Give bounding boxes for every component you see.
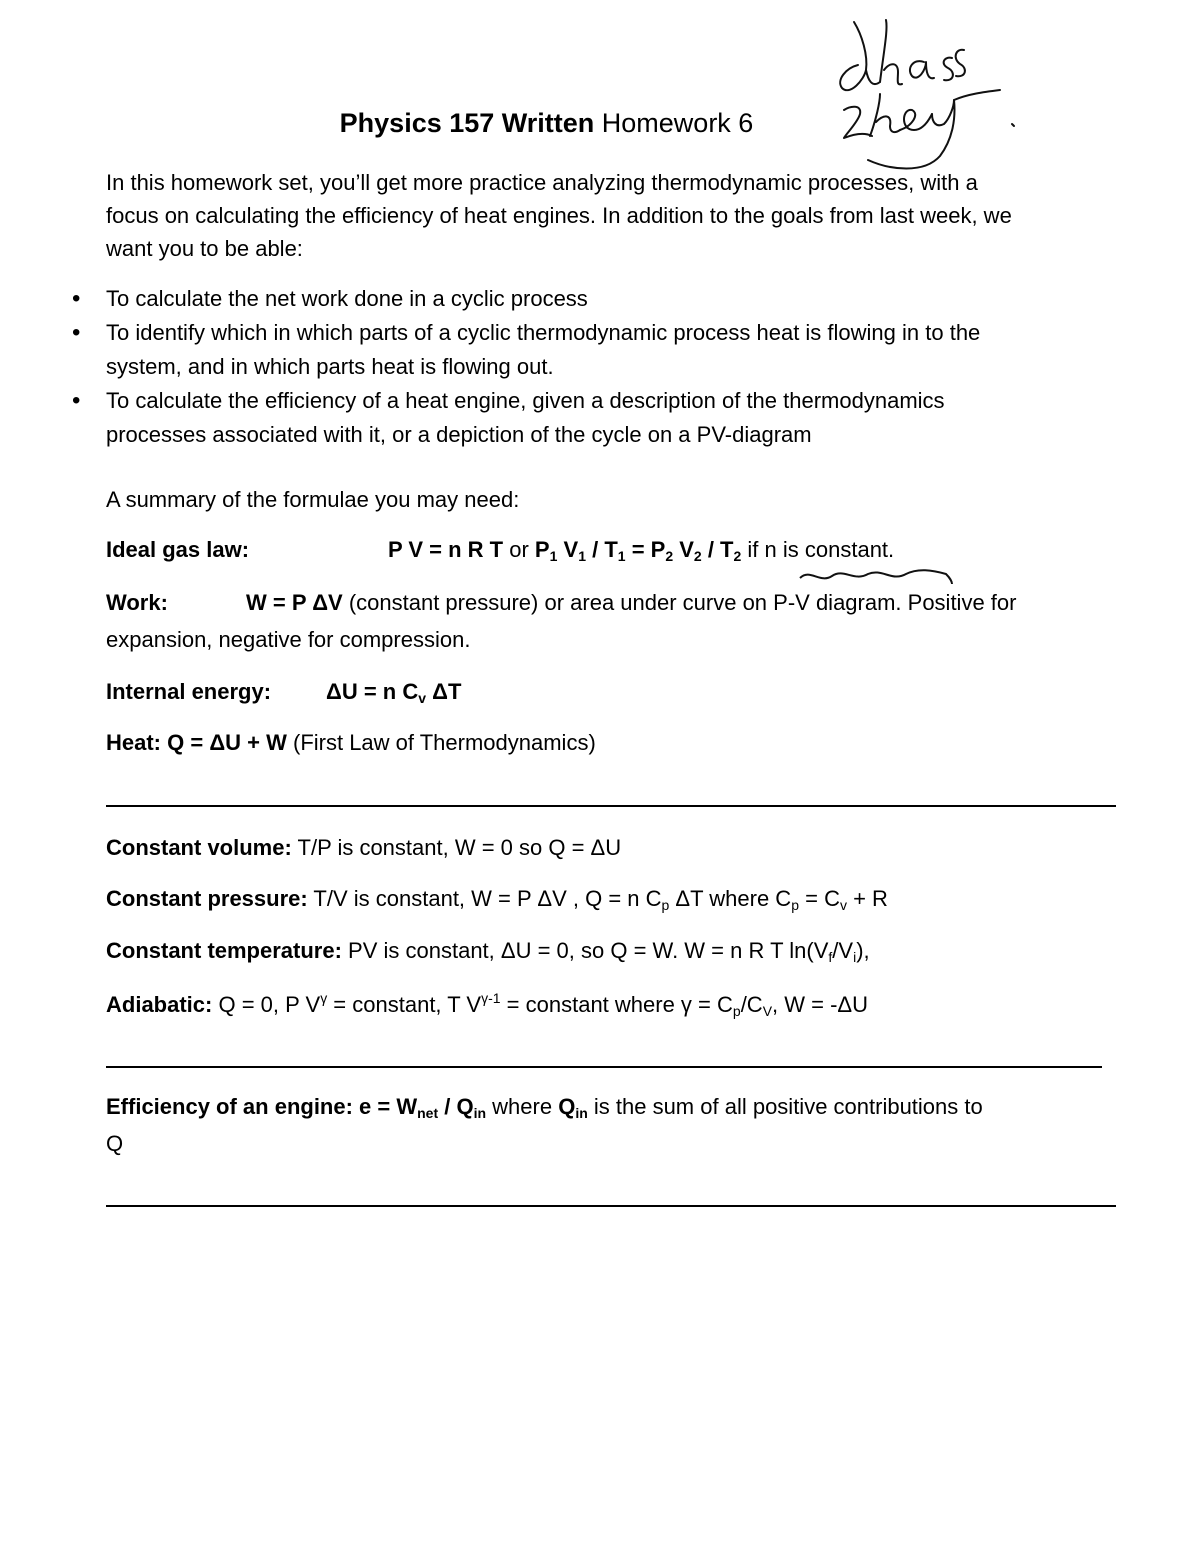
summary-intro: A summary of the formulae you may need:	[106, 487, 520, 512]
divider	[106, 1066, 1102, 1068]
intro-line: focus on calculating the efficiency of heat engines. In addition to the goals from last week, we	[106, 203, 1012, 228]
constant-pressure-formula: Constant pressure: T/V is constant, W = P ΔV , Q = n $C_p$ ΔT where $C_p = C_v + R$	[106, 886, 888, 913]
title-rest: Homework 6	[594, 108, 754, 138]
goals-list	[106, 282, 980, 452]
goal-item: • To calculate the efficiency of a heat engine, given a description of the thermodynamics processes associated with it, or a depiction of the cycle on a PV-diagram	[106, 384, 980, 452]
efficiency-formula: Efficiency of an engine: $e = W_{net} / Q_{in}$ where $Q_{in}$ is the sum of all positive contributions to	[106, 1094, 983, 1121]
goal-item: • To calculate the net work done in a cyclic process	[106, 282, 980, 316]
handwritten-signature	[828, 10, 1018, 180]
internal-energy-label: Internal energy:	[106, 679, 272, 704]
ideal-gas-law-equation: P V = n R T or $P_1$ $V_1 / T_1 = P_2$ $V_2 / T_2$ if n is constant.	[388, 537, 895, 564]
divider	[106, 1205, 1116, 1207]
heat-formula: Heat: Q = ΔU + W (First Law of Thermodynamics)	[106, 730, 596, 755]
intro-paragraph	[106, 166, 1012, 265]
work-label: Work:	[106, 590, 168, 615]
ideal-gas-law-label: Ideal gas law:	[106, 537, 250, 562]
internal-energy-equation: ΔU = n $C_v$ ΔT	[326, 679, 462, 706]
goal-item: • To identify which in which parts of a cyclic thermodynamic process heat is flowing in to the system, and in which parts heat is flowing out.	[106, 316, 980, 384]
intro-line: In this homework set, you’ll get more practice analyzing thermodynamic processes, with a	[106, 170, 978, 195]
page-title	[0, 108, 1093, 139]
constant-volume-formula: Constant volume: T/P is constant, W = 0 so Q = ΔU	[106, 835, 622, 860]
efficiency-continuation: Q	[106, 1131, 124, 1156]
constant-temperature-formula: Constant temperature: PV is constant, ΔU = 0, so Q = W. W = n R T $\ln(V_f/V_i)$,	[106, 938, 870, 965]
intro-line: want you to be able:	[106, 236, 303, 261]
title-bold: Physics 157 Written	[339, 108, 595, 138]
work-equation: W = P ΔV (constant pressure) or area under curve on P-V diagram. Positive for	[246, 590, 1017, 615]
handwritten-underline	[796, 564, 958, 592]
adiabatic-formula: Adiabatic: Q = 0, P $V^\gamma$ = constant, T $V^{\gamma-1}$ = constant where $\gamma = C_p/C_V$, W = -ΔU	[106, 990, 869, 1019]
work-description: expansion, negative for compression.	[106, 627, 471, 652]
divider	[106, 805, 1116, 807]
